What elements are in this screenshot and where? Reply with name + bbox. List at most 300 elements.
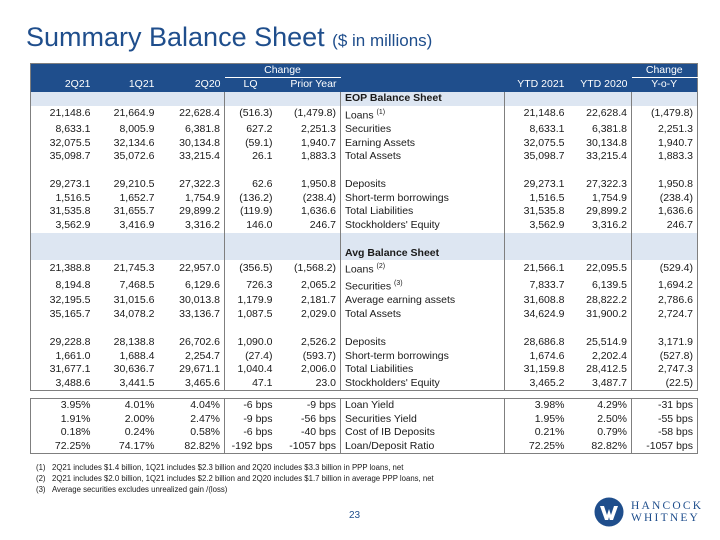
cell-change-lq: 1,090.0: [237, 335, 273, 348]
footnote-ref: (3): [394, 280, 403, 288]
spacer-cell: [31, 164, 95, 178]
cell-1q21: 0.24%: [124, 426, 155, 439]
row-label: [341, 106, 505, 123]
ratio-row: [31, 440, 698, 454]
table-row: [31, 349, 698, 363]
spacer-cell: [95, 164, 159, 178]
cell-ytd-2020: 82.82%: [569, 440, 632, 454]
cell-change-yoy: 2,786.6: [657, 294, 693, 307]
cell-change-prior-year: 2,006.0: [277, 363, 341, 377]
cell-2q20: 30,134.8: [159, 136, 225, 150]
cell-2q21: 31,535.8: [49, 205, 91, 218]
row-label: [341, 192, 505, 206]
spacer-cell: [632, 164, 698, 178]
row-label-text: Average earning assets: [345, 294, 456, 307]
cell-2q20: 33,215.4: [159, 150, 225, 164]
cell-change-lq: 47.1: [252, 377, 273, 390]
section-title: Avg Balance Sheet: [341, 247, 505, 261]
section-title: EOP Balance Sheet: [341, 92, 505, 106]
cell-2q21: 3,562.9: [55, 219, 91, 232]
spacer-cell: [505, 247, 569, 261]
cell-ytd-2020: 2,202.4: [569, 349, 632, 363]
cell-2q21: 3.95%: [60, 399, 91, 411]
spacer-cell: [277, 233, 341, 247]
row-label: [341, 440, 505, 454]
cell-change-yoy: -55 bps: [657, 412, 693, 425]
row-label-text: Total Assets: [345, 308, 402, 321]
balance-sheet-table: [30, 63, 698, 391]
cell-ytd-2020: 22,095.5: [569, 260, 632, 277]
cell-ytd-2021: 3,465.2: [529, 377, 565, 390]
cell-change-lq: (27.4): [245, 349, 273, 362]
cell-ytd-2021: 34,624.9: [523, 308, 565, 321]
spacer-cell: [569, 233, 632, 247]
spacer-cell: [225, 164, 277, 178]
cell-ytd-2021: 28,686.8: [523, 335, 565, 348]
cell-ytd-2020: 2.50%: [569, 412, 632, 426]
cell-change-prior-year: 2,526.2: [277, 336, 341, 350]
row-label-text: Total Assets: [345, 150, 402, 163]
cell-1q21: 74.17%: [118, 440, 155, 452]
column-header-ytd-2020: YTD 2020: [569, 78, 632, 92]
page-title: [26, 22, 432, 53]
spacer-cell: [341, 164, 505, 178]
cell-change-yoy: 2,747.3: [657, 363, 693, 376]
spacer-cell: [505, 92, 569, 106]
table-row: [31, 150, 698, 164]
cell-change-prior-year: 23.0: [277, 377, 341, 391]
cell-1q21: 30,636.7: [113, 363, 155, 376]
cell-change-lq: (516.3): [239, 107, 273, 120]
row-label-text: Short-term borrowings: [345, 349, 449, 362]
cell-ytd-2020: 22,628.4: [569, 106, 632, 123]
cell-ytd-2021: 32,075.5: [523, 136, 565, 149]
cell-ytd-2021: 29,273.1: [523, 177, 565, 190]
cell-1q21: 2.00%: [124, 412, 155, 425]
cell-ytd-2020: 3,487.7: [569, 377, 632, 391]
row-label: [341, 349, 505, 363]
footnote-text: Average securities excludes unrealized gain /(loss): [52, 485, 228, 494]
spacer-cell: [159, 322, 225, 336]
row-label-text: Loans: [345, 263, 374, 276]
cell-ytd-2020: 30,134.8: [569, 136, 632, 150]
cell-2q21: 31,677.1: [49, 363, 91, 376]
cell-2q21: 32,075.5: [49, 136, 91, 149]
cell-1q21: 21,664.9: [113, 107, 155, 120]
row-label: [341, 205, 505, 219]
cell-change-lq: 146.0: [246, 219, 273, 232]
cell-ytd-2021: 31,159.8: [523, 363, 565, 376]
cell-change-prior-year: 1,636.6: [277, 205, 341, 219]
header-blank: [569, 64, 632, 78]
cell-2q20: 6,129.6: [159, 277, 225, 294]
spacer-row: [31, 164, 698, 178]
row-label: [341, 260, 505, 277]
cell-ytd-2020: 6,139.5: [569, 277, 632, 294]
table-row: [31, 178, 698, 192]
row-label-text: Securities: [345, 122, 392, 135]
cell-ytd-2021: 3,562.9: [529, 219, 565, 232]
table-row: [31, 123, 698, 137]
cell-2q21: 8,194.8: [55, 279, 91, 292]
cell-2q20: 3,465.6: [159, 377, 225, 391]
row-label: [341, 150, 505, 164]
cell-change-lq: 26.1: [252, 150, 273, 163]
cell-change-yoy: (22.5): [665, 377, 693, 390]
spacer-cell: [31, 92, 95, 106]
cell-change-yoy: 1,940.7: [657, 136, 693, 149]
cell-2q21: 35,165.7: [49, 308, 91, 321]
cell-2q21: 1.91%: [60, 412, 91, 425]
header-group-row: [31, 64, 698, 78]
cell-change-lq: -192 bps: [231, 440, 273, 452]
cell-1q21: 3,416.9: [119, 219, 155, 232]
table-row: [31, 336, 698, 350]
logo-wordmark: [631, 500, 703, 524]
cell-1q21: 32,134.6: [113, 136, 155, 149]
footnote-1: [36, 462, 434, 473]
section-title-row: [31, 247, 698, 261]
spacer-cell: [95, 92, 159, 106]
spacer-cell: [277, 92, 341, 106]
cell-change-prior-year: (1,479.8): [277, 106, 341, 123]
cell-2q21: 35,098.7: [49, 150, 91, 163]
column-header-1q21: 1Q21: [95, 78, 159, 92]
cell-change-yoy: 246.7: [666, 219, 693, 232]
table-row: [31, 106, 698, 123]
row-label-text: Total Liabilities: [345, 363, 414, 376]
cell-change-lq: 62.6: [252, 177, 273, 190]
cell-ytd-2020: 28,412.5: [569, 363, 632, 377]
cell-change-lq: 627.2: [246, 122, 273, 135]
cell-2q20: 29,671.1: [159, 363, 225, 377]
cell-ytd-2021: 31,608.8: [523, 294, 565, 307]
row-label-text: Securities Yield: [345, 412, 417, 425]
row-label: [341, 377, 505, 391]
cell-2q20: 3,316.2: [159, 219, 225, 233]
header-row: [31, 78, 698, 92]
spacer-cell: [569, 164, 632, 178]
cell-change-lq: -6 bps: [243, 399, 273, 411]
spacer-cell: [31, 247, 95, 261]
cell-change-yoy: -58 bps: [657, 426, 693, 439]
cell-change-lq: -9 bps: [243, 412, 273, 425]
cell-ytd-2021: 7,833.7: [529, 279, 565, 292]
section-title-row: [31, 92, 698, 106]
cell-change-prior-year: (593.7): [277, 349, 341, 363]
row-label-text: Cost of IB Deposits: [345, 426, 435, 439]
cell-ytd-2021: 21,148.6: [523, 107, 565, 120]
column-header-change-lq: LQ: [225, 78, 277, 92]
spacer-cell: [225, 233, 277, 247]
spacer-row: [31, 233, 698, 247]
cell-1q21: 35,072.6: [113, 150, 155, 163]
spacer-cell: [159, 92, 225, 106]
cell-1q21: 34,078.2: [113, 308, 155, 321]
table-row: [31, 277, 698, 294]
spacer-cell: [632, 247, 698, 261]
cell-ytd-2020: 3,316.2: [569, 219, 632, 233]
row-label-text: Stockholders' Equity: [345, 219, 440, 232]
spacer-cell: [95, 233, 159, 247]
cell-change-yoy: (238.4): [659, 191, 693, 204]
cell-ytd-2021: 3.98%: [534, 399, 565, 411]
row-label-text: Loans: [345, 109, 374, 122]
spacer-cell: [159, 233, 225, 247]
cell-1q21: 8,005.9: [119, 122, 155, 135]
row-label: [341, 412, 505, 426]
footnote-ref: (1): [376, 108, 386, 116]
cell-2q21: 1,661.0: [55, 349, 91, 362]
cell-ytd-2021: 21,566.1: [523, 262, 565, 275]
cell-change-prior-year: 2,181.7: [277, 294, 341, 308]
cell-1q21: 29,210.5: [113, 177, 155, 190]
cell-change-prior-year: -9 bps: [277, 399, 341, 413]
row-label: [341, 136, 505, 150]
column-header-ytd-2021: YTD 2021: [505, 78, 569, 92]
cell-2q20: 30,013.8: [159, 294, 225, 308]
cell-change-prior-year: 2,251.3: [277, 123, 341, 137]
change-group-header: Change: [632, 64, 698, 78]
row-label-text: Loan Yield: [345, 399, 395, 411]
cell-1q21: 7,468.5: [119, 279, 155, 292]
cell-1q21: 3,441.5: [119, 377, 155, 390]
cell-ytd-2020: 31,900.2: [569, 308, 632, 322]
cell-2q20: 6,381.8: [159, 123, 225, 137]
spacer-cell: [341, 233, 505, 247]
spacer-cell: [31, 322, 95, 336]
page-title-units: ($ in millions): [332, 31, 433, 50]
cell-2q20: 22,628.4: [159, 106, 225, 123]
cell-2q20: 26,702.6: [159, 336, 225, 350]
row-label: [341, 123, 505, 137]
spacer-cell: [225, 92, 277, 106]
header-blank: [31, 64, 95, 78]
cell-2q21: 29,228.8: [49, 335, 91, 348]
cell-2q20: 1,754.9: [159, 192, 225, 206]
header-blank: [95, 64, 159, 78]
cell-change-yoy: 1,950.8: [657, 177, 693, 190]
cell-2q20: 82.82%: [159, 440, 225, 454]
cell-change-yoy: (529.4): [659, 262, 693, 275]
row-label-text: Loan/Deposit Ratio: [345, 440, 435, 452]
cell-change-prior-year: (1,568.2): [277, 260, 341, 277]
cell-change-lq: 726.3: [246, 279, 273, 292]
cell-change-yoy: (527.8): [659, 349, 693, 362]
cell-change-lq: 1,087.5: [237, 308, 273, 321]
spacer-cell: [569, 322, 632, 336]
footnote-3: [36, 484, 434, 495]
row-label: [341, 294, 505, 308]
cell-change-yoy: -1057 bps: [646, 440, 693, 452]
cell-2q21: 32,195.5: [49, 294, 91, 307]
spacer-cell: [341, 322, 505, 336]
cell-change-prior-year: 1,940.7: [277, 136, 341, 150]
cell-2q20: 2,254.7: [159, 349, 225, 363]
cell-change-yoy: 2,251.3: [657, 122, 693, 135]
cell-ytd-2020: 1,754.9: [569, 192, 632, 206]
cell-1q21: 4.01%: [124, 399, 155, 411]
column-header-2q20: 2Q20: [159, 78, 225, 92]
change-group-header: Change: [225, 64, 341, 78]
spacer-cell: [505, 233, 569, 247]
cell-2q21: 8,633.1: [55, 122, 91, 135]
cell-ytd-2020: 29,899.2: [569, 205, 632, 219]
table-row: [31, 192, 698, 206]
cell-2q21: 21,388.8: [49, 262, 91, 275]
cell-change-lq: (136.2): [239, 191, 273, 204]
cell-1q21: 21,745.3: [113, 262, 155, 275]
table-row: [31, 363, 698, 377]
cell-2q20: 0.58%: [159, 426, 225, 440]
row-label: [341, 426, 505, 440]
cell-2q20: 33,136.7: [159, 308, 225, 322]
cell-ytd-2021: 0.21%: [534, 426, 565, 439]
cell-change-lq: (59.1): [245, 136, 273, 149]
spacer-cell: [225, 247, 277, 261]
row-label-text: Stockholders' Equity: [345, 377, 440, 390]
cell-change-prior-year: -1057 bps: [277, 440, 341, 454]
cell-change-prior-year: (238.4): [277, 192, 341, 206]
table-row: [31, 219, 698, 233]
row-label-text: Total Liabilities: [345, 205, 414, 218]
cell-change-lq: (356.5): [239, 262, 273, 275]
row-label: [341, 363, 505, 377]
cell-change-lq: 1,179.9: [237, 294, 273, 307]
cell-change-prior-year: -40 bps: [277, 426, 341, 440]
spacer-cell: [632, 322, 698, 336]
cell-ytd-2021: 1,516.5: [529, 191, 565, 204]
header-label-col: [341, 78, 505, 92]
ratio-row: [31, 412, 698, 426]
spacer-cell: [159, 164, 225, 178]
footnotes: [36, 462, 434, 495]
cell-2q20: 22,957.0: [159, 260, 225, 277]
cell-ytd-2020: 4.29%: [569, 399, 632, 413]
row-label: [341, 178, 505, 192]
header-blank: [505, 64, 569, 78]
spacer-cell: [159, 247, 225, 261]
cell-ytd-2021: 1,674.6: [529, 349, 565, 362]
cell-change-lq: (119.9): [240, 205, 273, 218]
cell-ytd-2020: 27,322.3: [569, 178, 632, 192]
cell-2q21: 0.18%: [60, 426, 91, 439]
spacer-cell: [277, 247, 341, 261]
footnote-number: (1): [36, 463, 46, 472]
row-label-text: Short-term borrowings: [345, 191, 449, 204]
spacer-cell: [225, 322, 277, 336]
row-label-text: Securities: [345, 280, 392, 293]
cell-change-yoy: 2,724.7: [657, 308, 693, 321]
cell-change-prior-year: 246.7: [277, 219, 341, 233]
cell-2q21: 1,516.5: [55, 191, 91, 204]
cell-ytd-2021: 72.25%: [528, 440, 565, 452]
spacer-cell: [277, 322, 341, 336]
cell-ytd-2021: 8,633.1: [529, 122, 565, 135]
cell-change-prior-year: 2,029.0: [277, 308, 341, 322]
ratio-row: [31, 426, 698, 440]
footnote-ref: (2): [376, 263, 386, 271]
cell-2q20: 4.04%: [159, 399, 225, 413]
cell-ytd-2021: 31,535.8: [523, 205, 565, 218]
row-label: [341, 336, 505, 350]
row-label: [341, 277, 505, 294]
spacer-cell: [569, 92, 632, 106]
column-header-2q21: 2Q21: [31, 78, 95, 92]
column-header-change-prior-year: Prior Year: [277, 78, 341, 92]
row-label-text: Earning Assets: [345, 136, 416, 149]
table-row: [31, 260, 698, 277]
page-number: 23: [349, 510, 361, 521]
spacer-cell: [569, 247, 632, 261]
footnote-number: (3): [36, 485, 46, 494]
cell-change-lq: -6 bps: [243, 426, 273, 439]
cell-2q20: 29,899.2: [159, 205, 225, 219]
column-header-change-yoy: Y-o-Y: [632, 78, 698, 92]
table-row: [31, 136, 698, 150]
cell-2q20: 2.47%: [159, 412, 225, 426]
cell-2q21: 72.25%: [54, 440, 91, 452]
footnote-text: 2Q21 includes $2.0 billion, 1Q21 includes $2.2 billion and 2Q20 includes $1.7 billion in average PPP loans, net: [52, 474, 434, 483]
spacer-cell: [505, 164, 569, 178]
logo-line-1: HANCOCK: [631, 500, 704, 512]
spacer-cell: [95, 247, 159, 261]
table-row: [31, 205, 698, 219]
page-title-main: Summary Balance Sheet: [26, 22, 325, 52]
cell-ytd-2021: 35,098.7: [523, 150, 565, 163]
cell-2q21: 29,273.1: [49, 177, 91, 190]
spacer-cell: [277, 164, 341, 178]
cell-ytd-2021: 1.95%: [534, 412, 565, 425]
footnote-text: 2Q21 includes $1.4 billion, 1Q21 includes $2.3 billion and 2Q20 includes $3.3 billion in PPP loans, net: [52, 463, 404, 472]
table-row: [31, 308, 698, 322]
row-label: [341, 219, 505, 233]
table-row: [31, 377, 698, 391]
row-label: [341, 308, 505, 322]
cell-2q21: 3,488.6: [55, 377, 91, 390]
spacer-cell: [505, 322, 569, 336]
spacer-row: [31, 322, 698, 336]
cell-change-prior-year: 2,065.2: [277, 277, 341, 294]
cell-ytd-2020: 0.79%: [569, 426, 632, 440]
footnote-2: [36, 473, 434, 484]
cell-ytd-2020: 6,381.8: [569, 123, 632, 137]
logo-mark-icon: [594, 497, 624, 527]
spacer-cell: [632, 233, 698, 247]
cell-change-yoy: (1,479.8): [650, 107, 693, 120]
cell-change-yoy: 3,171.9: [657, 335, 693, 348]
company-logo: [594, 497, 703, 527]
cell-2q21: 21,148.6: [49, 107, 91, 120]
spacer-cell: [95, 322, 159, 336]
table-row: [31, 294, 698, 308]
cell-change-yoy: 1,883.3: [657, 150, 693, 163]
footnote-number: (2): [36, 474, 46, 483]
yield-ratio-table: [30, 398, 698, 454]
ratio-row: [31, 399, 698, 413]
row-label: [341, 399, 505, 413]
cell-change-yoy: -31 bps: [657, 399, 693, 411]
logo-line-2: WHITNEY: [631, 512, 701, 524]
cell-ytd-2020: 33,215.4: [569, 150, 632, 164]
cell-change-prior-year: 1,950.8: [277, 178, 341, 192]
cell-change-yoy: 1,694.2: [657, 279, 693, 292]
cell-change-prior-year: 1,883.3: [277, 150, 341, 164]
cell-1q21: 1,688.4: [119, 349, 155, 362]
row-label-text: Deposits: [345, 177, 386, 190]
cell-2q20: 27,322.3: [159, 178, 225, 192]
cell-change-lq: 1,040.4: [237, 363, 273, 376]
